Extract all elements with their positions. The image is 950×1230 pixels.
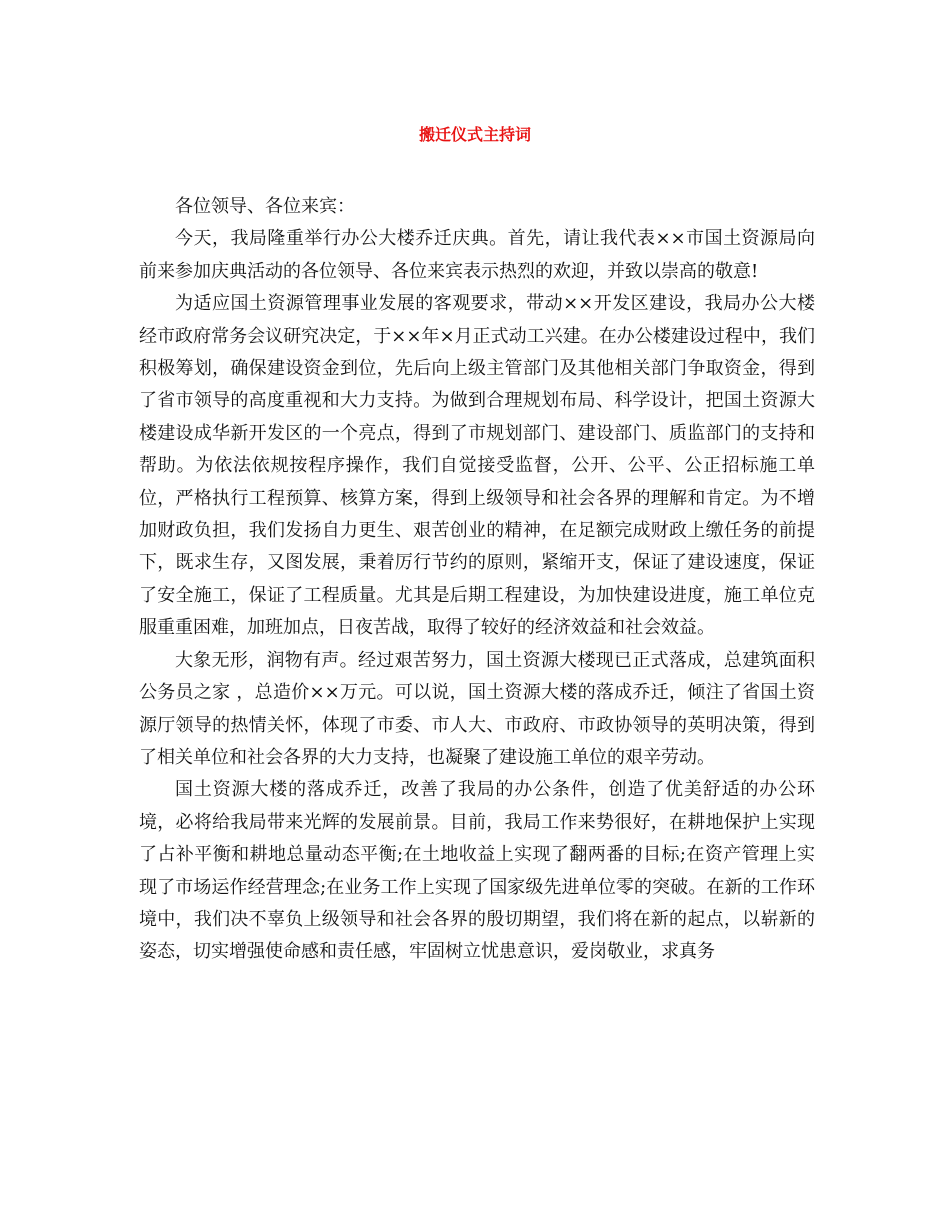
salutation: 各位领导、各位来宾： xyxy=(175,196,355,217)
document-title: 搬迁仪式主持词 xyxy=(418,125,531,144)
document-body xyxy=(139,191,815,969)
paragraph-completion: 大象无形，润物有声。经过艰苦努力，国土资源大楼现已正式落成，总建筑面积公务员之家 ，总造价××万元。可以说，国土资源大楼的落成乔迁，倾注了省国土资源厅领导的热情关怀，体现了市委、市人大、市政府、市政协领导的英明决策，得到了相关单位和社会各界的大力支持，也凝聚了建设施工单位的艰辛劳动。 xyxy=(139,649,815,768)
paragraph-prospects: 国土资源大楼的落成乔迁，改善了我局的办公条件，创造了优美舒适的办公环境，必将给我局带来光辉的发展前景。目前，我局工作来势很好，在耕地保护上实现了占补平衡和耕地总量动态平衡;在土地收益上实现了翻两番的目标;在资产管理上实现了市场运作经营理念;在业务工作上实现了国家级先进单位零的突破。在新的工作环境中，我们决不辜负上级领导和社会各界的殷切期望，我们将在新的起点，以崭新的姿态，切实增强使命感和责任感，牢固树立忧患意识，爱岗敬业，求真务 xyxy=(139,779,815,963)
paragraph-construction: 为适应国土资源管理事业发展的客观要求，带动××开发区建设，我局办公大楼经市政府常务会议研究决定，于××年×月正式动工兴建。在办公楼建设过程中，我们积极筹划，确保建设资金到位，先后向上级主管部门及其他相关部门争取资金，得到了省市领导的高度重视和大力支持。为做到合理规划布局、科学设计，把国土资源大楼建设成华新开发区的一个亮点，得到了市规划部门、建设部门、质监部门的支持和帮助。为依法依规按程序操作，我们自觉接受监督，公开、公平、公正招标施工单位，严格执行工程预算、核算方案，得到上级领导和社会各界的理解和肯定。为不增加财政负担，我们发扬自力更生、艰苦创业的精神，在足额完成财政上缴任务的前提下，既求生存，又图发展，秉着厉行节约的原则，紧缩开支，保证了建设速度，保证了安全施工，保证了工程质量。尤其是后期工程建设，为加快建设进度，施工单位克服重重困难，加班加点，日夜苦战，取得了较好的经济效益和社会效益。 xyxy=(139,293,815,639)
paragraph-welcome: 今天，我局隆重举行办公大楼乔迁庆典。首先，请让我代表××市国土资源局向前来参加庆典活动的各位领导、各位来宾表示热烈的欢迎，并致以崇高的敬意! xyxy=(139,228,815,282)
